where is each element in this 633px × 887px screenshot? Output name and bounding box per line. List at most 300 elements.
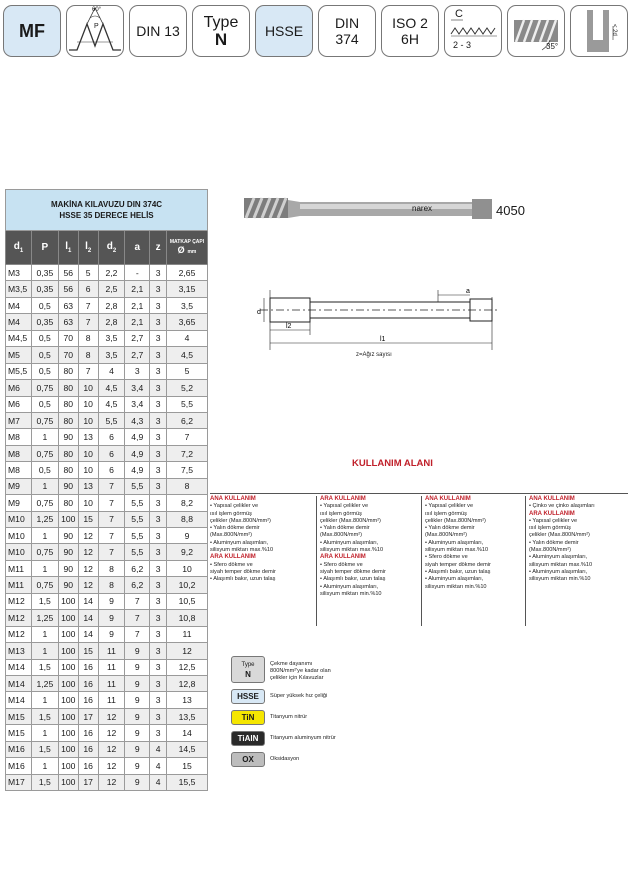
- table-cell: 1: [31, 643, 58, 659]
- table-cell: 80: [58, 380, 78, 396]
- table-row: [6, 495, 208, 511]
- table-cell: 80: [58, 396, 78, 412]
- table-cell: 17: [78, 708, 98, 724]
- usage-line: ısıl işlem görmüş: [425, 510, 467, 517]
- table-cell: M11: [6, 560, 32, 576]
- table-cell: 100: [58, 708, 78, 724]
- table-cell: 2,2: [98, 265, 125, 281]
- usage-line: ısıl işlem görmüş: [210, 510, 252, 517]
- table-cell: 10,5: [167, 593, 208, 609]
- table-cell: 4: [150, 758, 167, 774]
- table-cell: 9: [125, 741, 150, 757]
- legend-badge-label: HSSE: [237, 692, 259, 701]
- col-header-d1: $d_1$: [6, 231, 32, 265]
- table-cell: 3,65: [167, 314, 208, 330]
- table-cell: 0,75: [31, 577, 58, 593]
- table-cell: -: [125, 265, 150, 281]
- chamfer-letter: C: [455, 8, 463, 20]
- table-cell: 3,4: [125, 380, 150, 396]
- table-cell: 6,2: [125, 577, 150, 593]
- table-cell: 0,5: [31, 297, 58, 313]
- table-cell: 80: [58, 363, 78, 379]
- usage-line: siyah temper dökme demir: [320, 568, 386, 575]
- table-cell: M14: [6, 675, 32, 691]
- table-cell: 12: [98, 774, 125, 790]
- table-cell: 3: [150, 495, 167, 511]
- depth-label: < 2d: [611, 24, 617, 36]
- table-row: [6, 412, 208, 428]
- table-cell: 63: [58, 297, 78, 313]
- table-cell: 1: [31, 692, 58, 708]
- pitch-label: P: [94, 23, 99, 30]
- table-row: [6, 297, 208, 313]
- table-cell: 4,5: [98, 380, 125, 396]
- table-row: [6, 462, 208, 478]
- table-cell: M12: [6, 626, 32, 642]
- drill-header-bottom: mm: [187, 249, 197, 255]
- table-row: [6, 445, 208, 461]
- table-cell: 1,5: [31, 741, 58, 757]
- table-cell: 3: [150, 544, 167, 560]
- table-cell: M8: [6, 429, 32, 445]
- table-cell: 100: [58, 659, 78, 675]
- table-cell: 4: [98, 363, 125, 379]
- table-cell: 1: [31, 758, 58, 774]
- table-cell: 9: [125, 643, 150, 659]
- usage-line: • Sfero dökme ve: [425, 554, 468, 561]
- usage-line: • Aluminyum alaşımları,: [529, 554, 588, 561]
- legend-badge-label: N: [245, 669, 251, 679]
- brand-text: narex: [412, 204, 433, 213]
- table-cell: 16: [78, 675, 98, 691]
- table-row: [6, 380, 208, 396]
- mf-label: MF: [19, 20, 45, 41]
- usage-line: silisyum miktarı max.%10: [320, 547, 384, 554]
- table-cell: M8: [6, 445, 32, 461]
- legend-text: Çekme dayanımı 800N/mm²'ye kadar olan çelikler için Kılavuzlar: [270, 661, 331, 681]
- table-cell: 8: [98, 577, 125, 593]
- table-row: [6, 758, 208, 774]
- table-cell: 14,5: [167, 741, 208, 757]
- usage-line: silisyum miktarı min.%10: [320, 590, 382, 597]
- table-cell: 17: [78, 774, 98, 790]
- table-row: [6, 593, 208, 609]
- table-cell: 12: [98, 708, 125, 724]
- table-cell: M12: [6, 593, 32, 609]
- table-cell: M7: [6, 412, 32, 428]
- table-cell: 1,5: [31, 708, 58, 724]
- table-cell: 1: [31, 626, 58, 642]
- table-cell: 3: [150, 577, 167, 593]
- usage-line: çelikler (Max.800N/mm²): [425, 517, 486, 524]
- table-cell: 9: [98, 610, 125, 626]
- usage-line: silisyum miktarı min.%10: [425, 583, 487, 590]
- table-cell: 3: [150, 363, 167, 379]
- table-cell: 100: [58, 774, 78, 790]
- table-cell: M10: [6, 511, 32, 527]
- type-word: Type: [203, 13, 239, 31]
- table-cell: 9: [98, 626, 125, 642]
- table-cell: 0,5: [31, 396, 58, 412]
- legend-text: Titanyum nitrür: [270, 714, 308, 720]
- usage-line: • Alaşımlı bakır, uzun talaş: [320, 576, 386, 583]
- table-row: [6, 659, 208, 675]
- table-cell: 7: [98, 478, 125, 494]
- table-cell: 16: [78, 692, 98, 708]
- table-cell: 6: [78, 281, 98, 297]
- table-cell: M5: [6, 347, 32, 363]
- table-cell: 16: [78, 725, 98, 741]
- spec-icon-bar: [3, 5, 631, 59]
- table-cell: M4: [6, 297, 32, 313]
- table-cell: 7: [125, 610, 150, 626]
- usage-line: (Max.800N/mm²): [320, 532, 362, 539]
- usage-heading: ANA KULLANIM: [210, 496, 256, 502]
- legend-badge-top: Type: [241, 661, 255, 668]
- table-cell: M13: [6, 643, 32, 659]
- usage-line: • Yalın dökme demir: [210, 525, 260, 532]
- legend-badge: [231, 656, 265, 683]
- table-cell: 16: [78, 741, 98, 757]
- table-cell: 7: [98, 495, 125, 511]
- usage-line: • Aluminyum alaşımları,: [320, 583, 379, 590]
- table-cell: 90: [58, 528, 78, 544]
- table-cell: 6: [98, 462, 125, 478]
- table-cell: 80: [58, 412, 78, 428]
- table-cell: 10,8: [167, 610, 208, 626]
- table-cell: 7: [167, 429, 208, 445]
- table-cell: 1: [31, 528, 58, 544]
- table-cell: 100: [58, 741, 78, 757]
- usage-heading: ANA KULLANIM: [529, 496, 575, 502]
- table-cell: 4: [150, 774, 167, 790]
- table-cell: 3: [150, 675, 167, 691]
- table-cell: M3,5: [6, 281, 32, 297]
- drill-header-top: MATKAP ÇAPI: [169, 239, 205, 245]
- table-cell: 15: [78, 643, 98, 659]
- table-row: [6, 265, 208, 281]
- din374-badge: [318, 5, 376, 57]
- usage-line: (Max.800N/mm²): [210, 532, 252, 539]
- table-cell: 12: [98, 758, 125, 774]
- tap-photo: [244, 198, 492, 219]
- table-cell: M4: [6, 314, 32, 330]
- table-cell: 56: [58, 265, 78, 281]
- usage-line: • Yalın dökme demir: [425, 525, 475, 532]
- table-cell: 5,5: [125, 544, 150, 560]
- table-row: [6, 708, 208, 724]
- table-cell: 12,8: [167, 675, 208, 691]
- usage-column: [525, 496, 629, 626]
- table-cell: 0,75: [31, 412, 58, 428]
- table-cell: 15: [167, 758, 208, 774]
- type-n-badge: [192, 5, 250, 57]
- table-cell: 3: [150, 560, 167, 576]
- table-row: [6, 774, 208, 790]
- table-cell: 7: [78, 314, 98, 330]
- usage-line: • Alaşımlı bakır, uzun talaş: [425, 568, 491, 575]
- table-cell: 14: [78, 610, 98, 626]
- hsse-label: HSSE: [264, 23, 304, 39]
- iso-line2: 6H: [401, 31, 419, 47]
- table-cell: 5,5: [125, 495, 150, 511]
- table-cell: 9,2: [167, 544, 208, 560]
- legend-badge-label: TiN: [241, 713, 255, 722]
- table-cell: 100: [58, 626, 78, 642]
- table-cell: 4,5: [167, 347, 208, 363]
- table-cell: 6: [98, 429, 125, 445]
- table-cell: 7: [78, 297, 98, 313]
- table-cell: 3: [150, 297, 167, 313]
- usage-line: • Yapısal çelikler ve: [425, 503, 474, 510]
- table-cell: 9: [125, 675, 150, 691]
- usage-line: • Aluminyum alaşımları,: [320, 539, 379, 546]
- table-cell: 63: [58, 314, 78, 330]
- table-cell: 13,5: [167, 708, 208, 724]
- table-cell: 1,25: [31, 610, 58, 626]
- table-cell: 3: [150, 412, 167, 428]
- col-header-p: P: [31, 231, 58, 265]
- table-cell: 3: [150, 528, 167, 544]
- usage-column: [421, 496, 525, 626]
- table-row: [6, 330, 208, 346]
- legend-badge-label: OX: [242, 755, 254, 764]
- table-cell: 1,5: [31, 774, 58, 790]
- col-header-a: a: [125, 231, 150, 265]
- table-cell: 90: [58, 577, 78, 593]
- table-cell: 3: [150, 347, 167, 363]
- blind-hole-icon: [570, 5, 628, 57]
- legend-text: Titanyum aluminyum nitrür: [270, 735, 336, 741]
- table-cell: M6: [6, 380, 32, 396]
- table-cell: 9: [125, 692, 150, 708]
- table-cell: 0,75: [31, 495, 58, 511]
- table-cell: 4,9: [125, 462, 150, 478]
- table-cell: 90: [58, 478, 78, 494]
- table-row: [6, 741, 208, 757]
- table-cell: 4: [167, 330, 208, 346]
- table-cell: 2,1: [125, 297, 150, 313]
- table-cell: 2,1: [125, 281, 150, 297]
- table-cell: 100: [58, 675, 78, 691]
- table-cell: 3,5: [167, 297, 208, 313]
- table-cell: M4,5: [6, 330, 32, 346]
- table-cell: 8: [78, 330, 98, 346]
- usage-line: ısıl işlem görmüş: [320, 510, 362, 517]
- table-cell: M5,5: [6, 363, 32, 379]
- table-cell: 8: [98, 560, 125, 576]
- table-cell: 11: [98, 659, 125, 675]
- hsse-badge: [255, 5, 313, 57]
- table-cell: 56: [58, 281, 78, 297]
- table-cell: 11: [98, 643, 125, 659]
- col-header-z: z: [150, 231, 167, 265]
- table-cell: 5,5: [125, 478, 150, 494]
- legend-badge: [231, 752, 265, 767]
- tap-drawing: [240, 185, 540, 355]
- table-cell: 90: [58, 544, 78, 560]
- usage-line: • Çinko ve çinko alaşımları: [529, 503, 595, 510]
- usage-line: • Yapısal çelikler ve: [320, 503, 369, 510]
- table-cell: 0,35: [31, 265, 58, 281]
- table-cell: 3: [150, 725, 167, 741]
- table-cell: 12: [167, 643, 208, 659]
- table-cell: 10: [78, 396, 98, 412]
- table-cell: 3: [150, 396, 167, 412]
- table-cell: 0,5: [31, 347, 58, 363]
- table-cell: 3: [150, 643, 167, 659]
- table-cell: 10: [78, 462, 98, 478]
- table-row: [6, 675, 208, 691]
- table-cell: 2,65: [167, 265, 208, 281]
- table-cell: 5,5: [125, 511, 150, 527]
- table-cell: 4,5: [98, 396, 125, 412]
- usage-line: • Aluminyum alaşımları,: [425, 539, 484, 546]
- legend-badge: [231, 731, 265, 746]
- dim-a-label: a: [466, 288, 470, 295]
- table-row: [6, 281, 208, 297]
- table-cell: 15,5: [167, 774, 208, 790]
- table-cell: M10: [6, 544, 32, 560]
- table-cell: 3: [150, 626, 167, 642]
- dim-l2-label: l2: [286, 323, 292, 330]
- usage-line: silisyum miktarı max.%10: [425, 547, 489, 554]
- table-cell: 3: [150, 314, 167, 330]
- table-cell: 5,5: [125, 528, 150, 544]
- table-row: [6, 544, 208, 560]
- legend-badge: [231, 689, 265, 704]
- table-row: [6, 560, 208, 576]
- table-cell: 1: [31, 560, 58, 576]
- table-cell: 2,5: [98, 281, 125, 297]
- table-row: [6, 528, 208, 544]
- table-cell: 3: [150, 610, 167, 626]
- thread-type-mf-badge: [3, 5, 61, 57]
- usage-line: (Max.800N/mm²): [425, 532, 467, 539]
- table-cell: 2,7: [125, 347, 150, 363]
- table-cell: 16: [78, 659, 98, 675]
- table-cell: 0,5: [31, 462, 58, 478]
- table-cell: 10: [78, 495, 98, 511]
- usage-line: • Yapısal çelikler ve: [210, 503, 259, 510]
- table-cell: 9: [125, 774, 150, 790]
- usage-line: silisyum miktarı min.%10: [529, 576, 591, 583]
- iso-tolerance-badge: [381, 5, 439, 57]
- table-cell: 1: [31, 478, 58, 494]
- table-cell: 1: [31, 725, 58, 741]
- usage-line: • Yalın dökme demir: [529, 539, 579, 546]
- table-cell: 5: [167, 363, 208, 379]
- angle-label: 60°: [92, 7, 102, 13]
- table-row: [6, 478, 208, 494]
- table-cell: M9: [6, 495, 32, 511]
- table-cell: 7: [125, 626, 150, 642]
- usage-heading: ARA KULLANIM: [320, 496, 366, 502]
- table-cell: 70: [58, 330, 78, 346]
- din374-line1: DIN: [334, 15, 360, 31]
- table-cell: 7,2: [167, 445, 208, 461]
- table-row: [6, 511, 208, 527]
- table-cell: 7: [98, 528, 125, 544]
- legend-text: Süper yüksek hız çeliği: [270, 693, 328, 699]
- table-cell: 3: [150, 659, 167, 675]
- thread-profile-icon: [66, 5, 124, 57]
- table-cell: 100: [58, 758, 78, 774]
- table-cell: M10: [6, 528, 32, 544]
- table-cell: M16: [6, 758, 32, 774]
- iso-line1: ISO 2: [392, 15, 428, 31]
- table-cell: M11: [6, 577, 32, 593]
- legend-badge: [231, 710, 265, 725]
- table-cell: M15: [6, 725, 32, 741]
- table-cell: 100: [58, 725, 78, 741]
- table-cell: 0,35: [31, 314, 58, 330]
- table-row: [6, 626, 208, 642]
- table-title: [6, 190, 208, 231]
- table-cell: 12: [78, 577, 98, 593]
- table-cell: 12: [98, 725, 125, 741]
- chamfer-range: 2 - 3: [453, 40, 472, 50]
- table-row: [6, 347, 208, 363]
- table-row: [6, 577, 208, 593]
- helix-icon: [507, 5, 565, 57]
- table-cell: 14: [167, 725, 208, 741]
- table-cell: 4: [150, 741, 167, 757]
- usage-line: • Aluminyum alaşımları,: [210, 539, 269, 546]
- table-cell: 70: [58, 347, 78, 363]
- table-cell: 90: [58, 429, 78, 445]
- teeth-count-note: z=Ağız sayısı: [356, 352, 392, 358]
- usage-column: [316, 496, 420, 626]
- usage-line: • Yapısal çelikler ve: [529, 517, 578, 524]
- usage-line: çelikler (Max.800N/mm²): [529, 532, 590, 539]
- table-cell: 14: [78, 626, 98, 642]
- table-cell: 80: [58, 445, 78, 461]
- table-cell: 0,75: [31, 445, 58, 461]
- table-row: [6, 396, 208, 412]
- col-header-drill: MATKAP ÇAPI Ø mm: [167, 231, 208, 265]
- usage-line: • Aluminyum alaşımları,: [425, 576, 484, 583]
- table-cell: 3: [150, 511, 167, 527]
- table-cell: 11: [167, 626, 208, 642]
- usage-line: çelikler (Max.800N/mm²): [320, 517, 381, 524]
- table-cell: 3: [150, 380, 167, 396]
- table-cell: 5: [78, 265, 98, 281]
- table-cell: 8: [167, 478, 208, 494]
- table-cell: 10: [78, 380, 98, 396]
- table-row: [6, 725, 208, 741]
- usage-line: siyah temper dökme demir: [210, 568, 276, 575]
- dim-d-label: d: [257, 309, 261, 316]
- table-cell: M16: [6, 741, 32, 757]
- table-cell: 8,2: [167, 495, 208, 511]
- table-cell: 100: [58, 593, 78, 609]
- table-row: [6, 429, 208, 445]
- table-cell: 3,4: [125, 396, 150, 412]
- usage-line: silisyum miktarı max.%10: [529, 561, 593, 568]
- table-cell: 3,5: [98, 330, 125, 346]
- type-letter: N: [214, 29, 228, 49]
- table-cell: 6,2: [167, 412, 208, 428]
- table-row: [6, 643, 208, 659]
- usage-line: siyah temper dökme demir: [425, 561, 491, 568]
- usage-title: KULLANIM ALANI: [352, 458, 433, 469]
- table-row: [6, 610, 208, 626]
- table-cell: 0,5: [31, 330, 58, 346]
- legend-badge-label: TiAlN: [237, 734, 259, 743]
- table-cell: M17: [6, 774, 32, 790]
- table-row: [6, 314, 208, 330]
